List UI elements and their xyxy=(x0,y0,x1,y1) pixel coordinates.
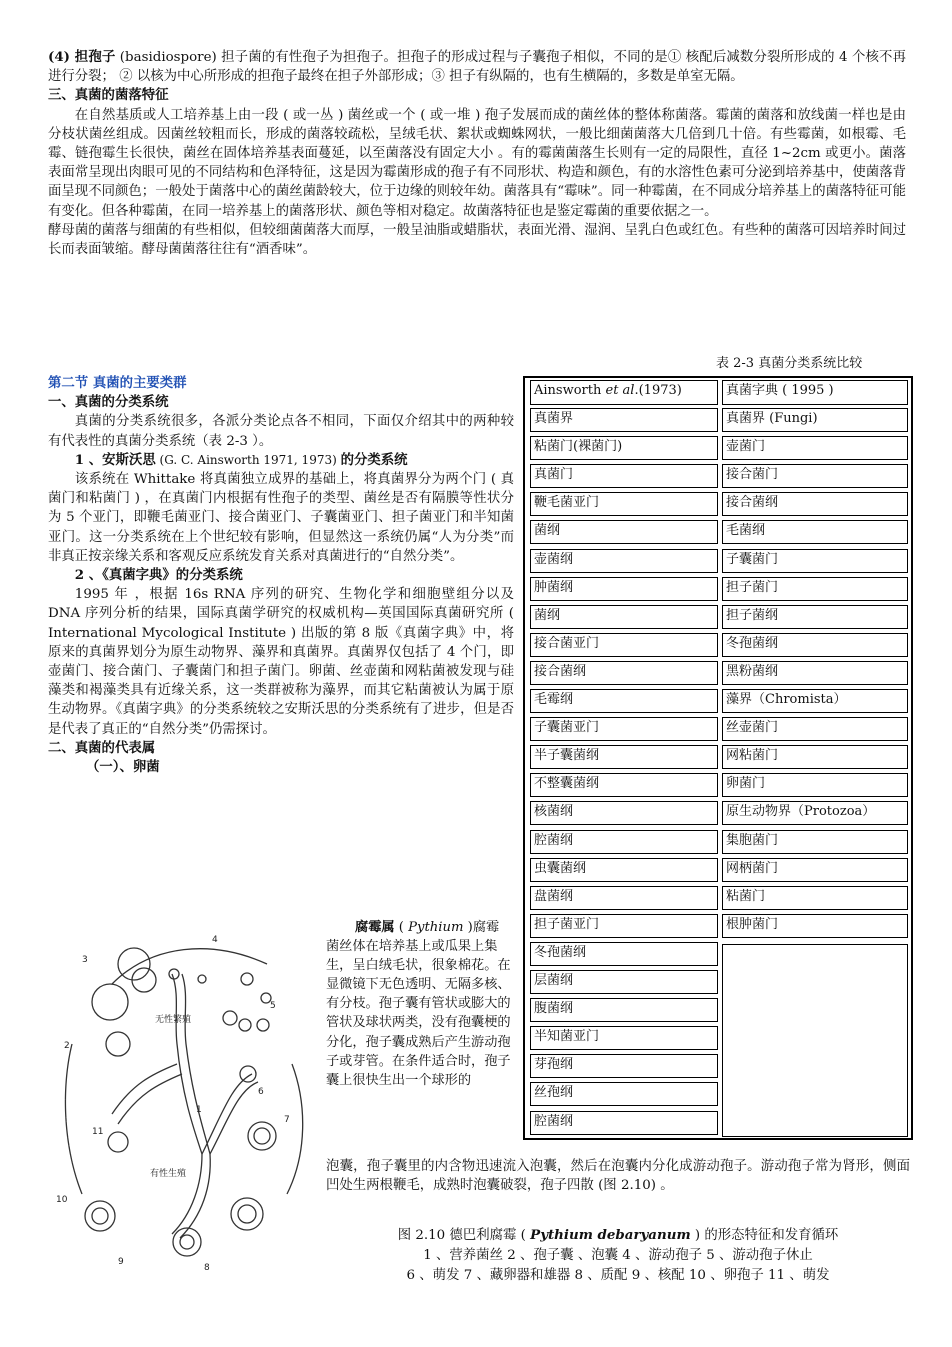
top-text-block xyxy=(48,48,906,259)
table-cell-ainsworth: 半子囊菌纲 xyxy=(530,745,718,769)
pythium-paragraph xyxy=(326,918,512,1090)
table-cell-dictionary: 粘菌门 xyxy=(722,886,908,910)
pythium-name: 腐霉属 xyxy=(355,920,395,935)
figure-caption xyxy=(326,1225,910,1286)
table-cell-dictionary: 黑粉菌纲 xyxy=(722,661,908,685)
table-cell-dictionary: 集胞菌门 xyxy=(722,830,908,854)
header-ainsworth-etal: et al xyxy=(605,383,635,398)
table-cell-ainsworth: 腔菌纲 xyxy=(530,1111,718,1135)
fig-num-4: 4 xyxy=(212,935,218,945)
item2-text: 1995 年 ，根据 16s RNA 序列的研究、生物化学和细胞壁组分以及 DNA 序列分析的结果，国际真菌学研究的权威机构—英国国际真菌研究所 ( International Mycological Institute ) 出版的第 8 版《真菌字典》中，将原来的真菌界划分为原生动物界、藻界和真菌界。真菌界仅包括了 4 个门，即壶菌门、接合菌门、子囊菌门和担子菌门。卵菌、丝壶菌和网粘菌被发现与硅藻类和褐藻类具有近缘关系，这一类群被称为藻界，而其它粘菌被认为属于原生动物界。《真菌字典》的分类系统较之安斯沃思的分类系统有了进步，但是否是代表了真正的“自然分类”仍需探讨。 xyxy=(48,587,514,737)
item1-title xyxy=(48,451,514,470)
pythium-paren-open: ( xyxy=(394,920,409,935)
table-cell-ainsworth: 虫囊菌纲 xyxy=(530,858,718,882)
fig-num-7: 7 xyxy=(284,1115,290,1125)
table-cell-ainsworth: 盘菌纲 xyxy=(530,886,718,910)
table-cell-ainsworth: 肿菌纲 xyxy=(530,577,718,601)
pythium-text-line xyxy=(326,918,512,1090)
table-cell-dictionary: 壶菌门 xyxy=(722,436,908,460)
table-cell-dictionary: 网粘菌门 xyxy=(722,745,908,769)
table-cell-dictionary: 冬孢菌纲 xyxy=(722,633,908,657)
table-cell-ainsworth: 鞭毛菌亚门 xyxy=(530,492,718,516)
fig-num-11: 11 xyxy=(92,1127,104,1137)
table-cell-ainsworth: 核菌纲 xyxy=(530,801,718,825)
table-header-dictionary: 真菌字典 ( 1995 ) xyxy=(722,380,908,405)
table-blank-cell xyxy=(722,944,908,1137)
item1-title-b: (G. C. Ainsworth 1971, 1973) xyxy=(155,452,341,467)
table-cell-ainsworth: 子囊菌亚门 xyxy=(530,717,718,741)
subsection2-item: （一）、卵菌 xyxy=(86,759,160,776)
item1-text: 该系统在 Whittake 将真菌独立成界的基础上，将真菌界分为两个门 ( 真菌门和粘菌门 ) ，在真菌门内根据有性孢子的类型、菌丝是否有隔膜等性状分为 5 个亚门，即鞭毛菌亚门、接合菌亚门、子囊菌亚门、担子菌亚门和半知菌亚门。这一分类系统在上个世纪较有影响，但显然这一系统仍属“人为分类”而非真正按亲缘关系和客观反应系统发育关系对真菌进行的“自然分类”。 xyxy=(48,472,514,564)
table-cell-dictionary: 子囊菌门 xyxy=(722,549,908,573)
table-header-ainsworth xyxy=(530,380,718,405)
figure-caption-latin: Pythium debaryanum xyxy=(530,1227,691,1243)
basidiospore-text: (basidiospore) 担子菌的有性孢子为担孢子。担孢子的形成过程与子囊孢子相似，不同的是① 核配后减数分裂所形成的 4 个核不再进行分裂； ② 以核为中心所形成的担孢子最终在担子外部形成；③ 担子有纵隔的，也有生横隔的，多数是单室无隔。 xyxy=(48,50,906,85)
pythium-text: 腐霉菌丝体在培养基上或瓜果上集生，呈白绒毛状，很象棉花。在显微镜下无色透明、无隔多核、有分枝。孢子囊有管状或膨大的管状及球状两类，没有孢囊梗的分化，孢子囊成熟后产生游动孢子或芽管。在条件适合时，孢子囊上很快生出一个球形的 xyxy=(326,920,511,1088)
subsection2-title: 二、真菌的代表属 xyxy=(48,739,156,756)
table-cell-ainsworth: 芽孢纲 xyxy=(530,1054,718,1078)
left-column xyxy=(48,374,514,777)
table-cell-dictionary: 网柄菌门 xyxy=(722,858,908,882)
fig-num-3: 3 xyxy=(82,955,88,965)
table-cell-ainsworth: 不整囊菌纲 xyxy=(530,773,718,797)
section3-heading: 三、真菌的菌落特征 xyxy=(48,87,169,104)
pythium-life-cycle-figure xyxy=(52,924,322,1276)
table-cell-dictionary: 担子菌纲 xyxy=(722,605,908,629)
table-cell-ainsworth: 担子菌亚门 xyxy=(530,914,718,938)
basidiospore-paragraph xyxy=(48,48,906,86)
pythium-cont-text: 泡囊，孢子囊里的内含物迅速流入泡囊，然后在泡囊内分化成游动孢子。游动孢子常为肾形，侧面凹处生两根鞭毛，成熟时泡囊破裂，孢子四散 (图 2.10) 。 xyxy=(326,1159,910,1194)
fig-num-10: 10 xyxy=(56,1195,68,1205)
table-caption: 表 2-3 真菌分类系统比较 xyxy=(716,356,863,371)
header-ainsworth-a: Ainsworth xyxy=(534,383,606,398)
figure-caption-title xyxy=(326,1225,910,1246)
table-cell-dictionary: 担子菌门 xyxy=(722,577,908,601)
life-cycle-drawing xyxy=(52,924,322,1276)
table-cell-dictionary: 根肿菌门 xyxy=(722,914,908,938)
label-sexual: 有性生殖 xyxy=(150,1169,187,1179)
section-title: 第二节 真菌的主要类群 xyxy=(48,375,187,391)
table-cell-dictionary: 卵菌门 xyxy=(722,773,908,797)
basidiospore-label: (4) 担孢子 xyxy=(48,49,116,65)
table-cell-ainsworth: 半知菌亚门 xyxy=(530,1026,718,1050)
subsection1-text: 真菌的分类系统很多，各派分类论点各不相同，下面仅介绍其中的两种较有代表性的真菌分类系统（表 2-3 ）。 xyxy=(48,414,514,449)
table-cell-ainsworth: 真菌界 xyxy=(530,408,718,432)
table-cell-ainsworth: 真菌门 xyxy=(530,464,718,488)
table-cell-ainsworth: 粘菌门(裸菌门) xyxy=(530,436,718,460)
table-cell-ainsworth: 菌纲 xyxy=(530,520,718,544)
fig-num-8: 8 xyxy=(204,1263,210,1273)
item1-title-c: 的分类系统 xyxy=(340,451,408,468)
item2-title: 2 、《真菌字典》的分类系统 xyxy=(74,567,243,584)
table-cell-dictionary: 藻界（Chromista） xyxy=(722,689,908,713)
figure-legend-line2: 6 、萌发 7 、藏卵器和雄器 8 、质配 9 、核配 10 、卵孢子 11 、萌发 xyxy=(406,1268,830,1283)
pythium-paren-close: ) xyxy=(463,920,473,935)
table-cell-ainsworth: 接合菌纲 xyxy=(530,661,718,685)
figure-caption-b: ) 的形态特征和发育循环 xyxy=(690,1228,839,1243)
label-asexual: 无性繁殖 xyxy=(155,1015,192,1025)
table-cell-ainsworth: 层菌纲 xyxy=(530,970,718,994)
figure-caption-a: 图 2.10 德巴利腐霉 ( xyxy=(397,1228,531,1243)
table-cell-ainsworth: 冬孢菌纲 xyxy=(530,942,718,966)
colony-paragraph-2: 酵母菌的菌落与细菌的有些相似，但较细菌菌落大而厚，一般呈油脂或蜡脂状，表面光滑、湿润、呈乳白色或红色。有些种的菌落可因培养时间过长而表面皱缩。酵母菌菌落往往有“酒香味”。 xyxy=(48,222,906,258)
pythium-latin: Pythium xyxy=(408,920,464,935)
table-cell-dictionary: 原生动物界（Protozoa） xyxy=(722,801,908,825)
subsection1-title: 一、真菌的分类系统 xyxy=(48,394,169,411)
table-cell-dictionary: 丝壶菌门 xyxy=(722,717,908,741)
table-cell-dictionary: 毛菌纲 xyxy=(722,520,908,544)
table-cell-ainsworth: 菌纲 xyxy=(530,605,718,629)
colony-paragraph-1: 在自然基质或人工培养基上由一段 ( 或一丛 ) 菌丝或一个 ( 或一堆 ) 孢子发展而成的菌丝体的整体称菌落。霉菌的菌落和放线菌一样也是由分枝状菌丝组成。因菌丝较粗而长，形成的菌落较疏松，呈绒毛状、絮状或蜘蛛网状，一般比细菌菌落大几倍到几十倍。有些霉菌，如根霉、毛霉、链孢霉生长很快，菌丝在固体培养基表面蔓延，以至菌落没有固定大小 。有的霉菌菌落生长则有一定的局限性，直径 1~2cm 或更小。菌落表面常呈现出肉眼可见的不同结构和色泽特征，这是因为霉菌形成的孢子有不同形状、构造和颜色，有的水溶性色素可分泌到培养基中，使菌落背面呈现不同颜色；一般处于菌落中心的菌丝菌龄较大，位于边缘的则较年幼。菌落具有“霉味”。同一种霉菌，在不同成分培养基上的菌落特征可能有变化。但各种霉菌，在同一培养基上的菌落形状、颜色等相对稳定。故菌落特征也是鉴定霉菌的重要依据之一。 xyxy=(48,107,906,219)
fig-num-2: 2 xyxy=(64,1041,70,1051)
fig-num-1: 1 xyxy=(196,1105,202,1115)
fig-num-9: 9 xyxy=(118,1257,124,1267)
table-cell-ainsworth: 腔菌纲 xyxy=(530,830,718,854)
table-cell-dictionary: 接合菌门 xyxy=(722,464,908,488)
table-cell-ainsworth: 接合菌亚门 xyxy=(530,633,718,657)
table-cell-dictionary: 真菌界 (Fungi) xyxy=(722,408,908,432)
fig-num-6: 6 xyxy=(258,1087,264,1097)
table-cell-dictionary: 接合菌纲 xyxy=(722,492,908,516)
pythium-continuation xyxy=(326,1157,910,1195)
table-cell-ainsworth: 丝孢纲 xyxy=(530,1082,718,1106)
header-ainsworth-b: .(1973) xyxy=(634,383,682,398)
table-cell-ainsworth: 毛霉纲 xyxy=(530,689,718,713)
table-cell-ainsworth: 腹菌纲 xyxy=(530,998,718,1022)
table-cell-ainsworth: 壶菌纲 xyxy=(530,549,718,573)
figure-legend-line1: 1 、营养菌丝 2 、孢子囊 、泡囊 4 、游动孢子 5 、游动孢子休止 xyxy=(423,1248,813,1263)
fig-num-5: 5 xyxy=(270,1001,276,1011)
item1-title-a: 1 、安斯沃思 xyxy=(74,451,156,468)
